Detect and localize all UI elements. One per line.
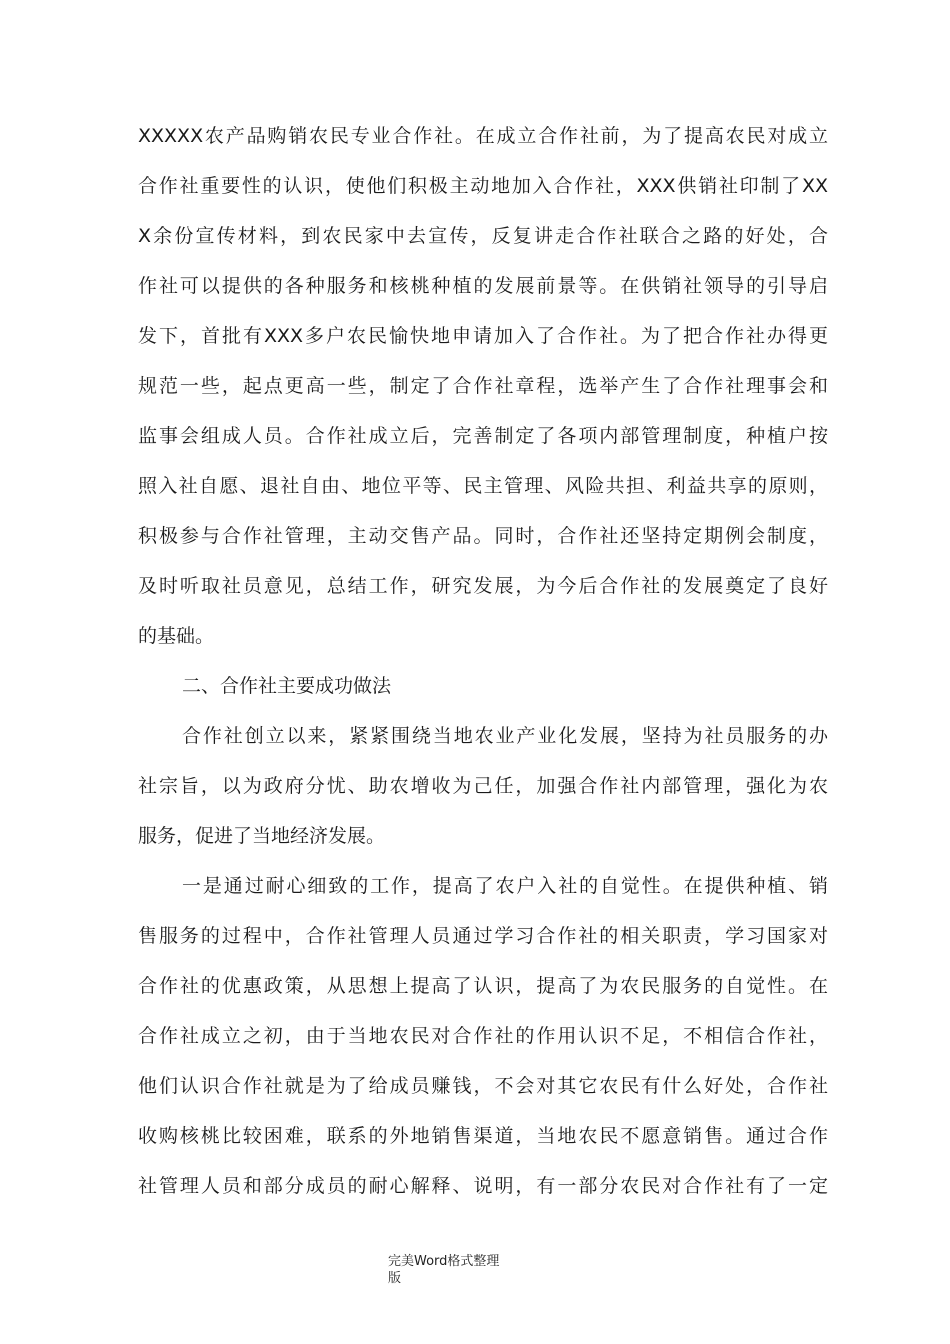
text-line: 的基础。 — [138, 625, 215, 647]
document-body — [138, 118, 828, 1218]
text-line: 社宗旨，以为政府分忧、助农增收为己任，加强合作社内部管理，强化为农 — [138, 775, 828, 797]
text-line: 合作社重要性的认识，使他们积极主动地加入合作社，XXX供销社印制了XX — [138, 175, 828, 197]
text-line: 照入社自愿、退社自由、地位平等、民主管理、风险共担、利益共享的原则， — [138, 475, 828, 497]
text-line: 监事会组成人员。合作社成立后，完善制定了各项内部管理制度，种植户按 — [138, 425, 828, 447]
text-line: X余份宣传材料，到农民家中去宣传，反复讲走合作社联合之路的好处，合 — [138, 225, 828, 247]
text-line: 及时听取社员意见，总结工作，研究发展，为今后合作社的发展奠定了良好 — [138, 575, 828, 597]
footer-line: 版 — [388, 1271, 402, 1286]
text-line: 合作社成立之初，由于当地农民对合作社的作用认识不足，不相信合作社， — [138, 1025, 828, 1047]
text-line: 合作社的优惠政策，从思想上提高了认识，提高了为农民服务的自觉性。在 — [138, 975, 828, 997]
footer-line: 完美Word格式整理 — [388, 1254, 500, 1269]
text-line: 合作社创立以来，紧紧围绕当地农业产业化发展，坚持为社员服务的办 — [182, 725, 828, 747]
text-line: 收购核桃比较困难，联系的外地销售渠道，当地农民不愿意销售。通过合作 — [138, 1125, 828, 1147]
text-line: 作社可以提供的各种服务和核桃种植的发展前景等。在供销社领导的引导启 — [138, 275, 828, 297]
section-heading: 二、合作社主要成功做法 — [182, 675, 392, 697]
text-line: 一是通过耐心细致的工作，提高了农户入社的自觉性。在提供种植、销 — [182, 875, 828, 897]
text-line: 积极参与合作社管理，主动交售产品。同时，合作社还坚持定期例会制度， — [138, 525, 828, 547]
text-line: 社管理人员和部分成员的耐心解释、说明，有一部分农民对合作社有了一定 — [138, 1175, 828, 1197]
text-line: 服务，促进了当地经济发展。 — [138, 825, 386, 847]
text-line: 售服务的过程中，合作社管理人员通过学习合作社的相关职责，学习国家对 — [138, 925, 828, 947]
text-line: 发下，首批有XXX多户农民愉快地申请加入了合作社。为了把合作社办得更 — [138, 325, 828, 347]
text-line: XXXXX农产品购销农民专业合作社。在成立合作社前，为了提高农民对成立 — [138, 125, 828, 147]
text-line: 他们认识合作社就是为了给成员赚钱，不会对其它农民有什么好处，合作社 — [138, 1075, 828, 1097]
page-footer — [388, 1253, 528, 1287]
text-line: 规范一些，起点更高一些，制定了合作社章程，选举产生了合作社理事会和 — [138, 375, 828, 397]
